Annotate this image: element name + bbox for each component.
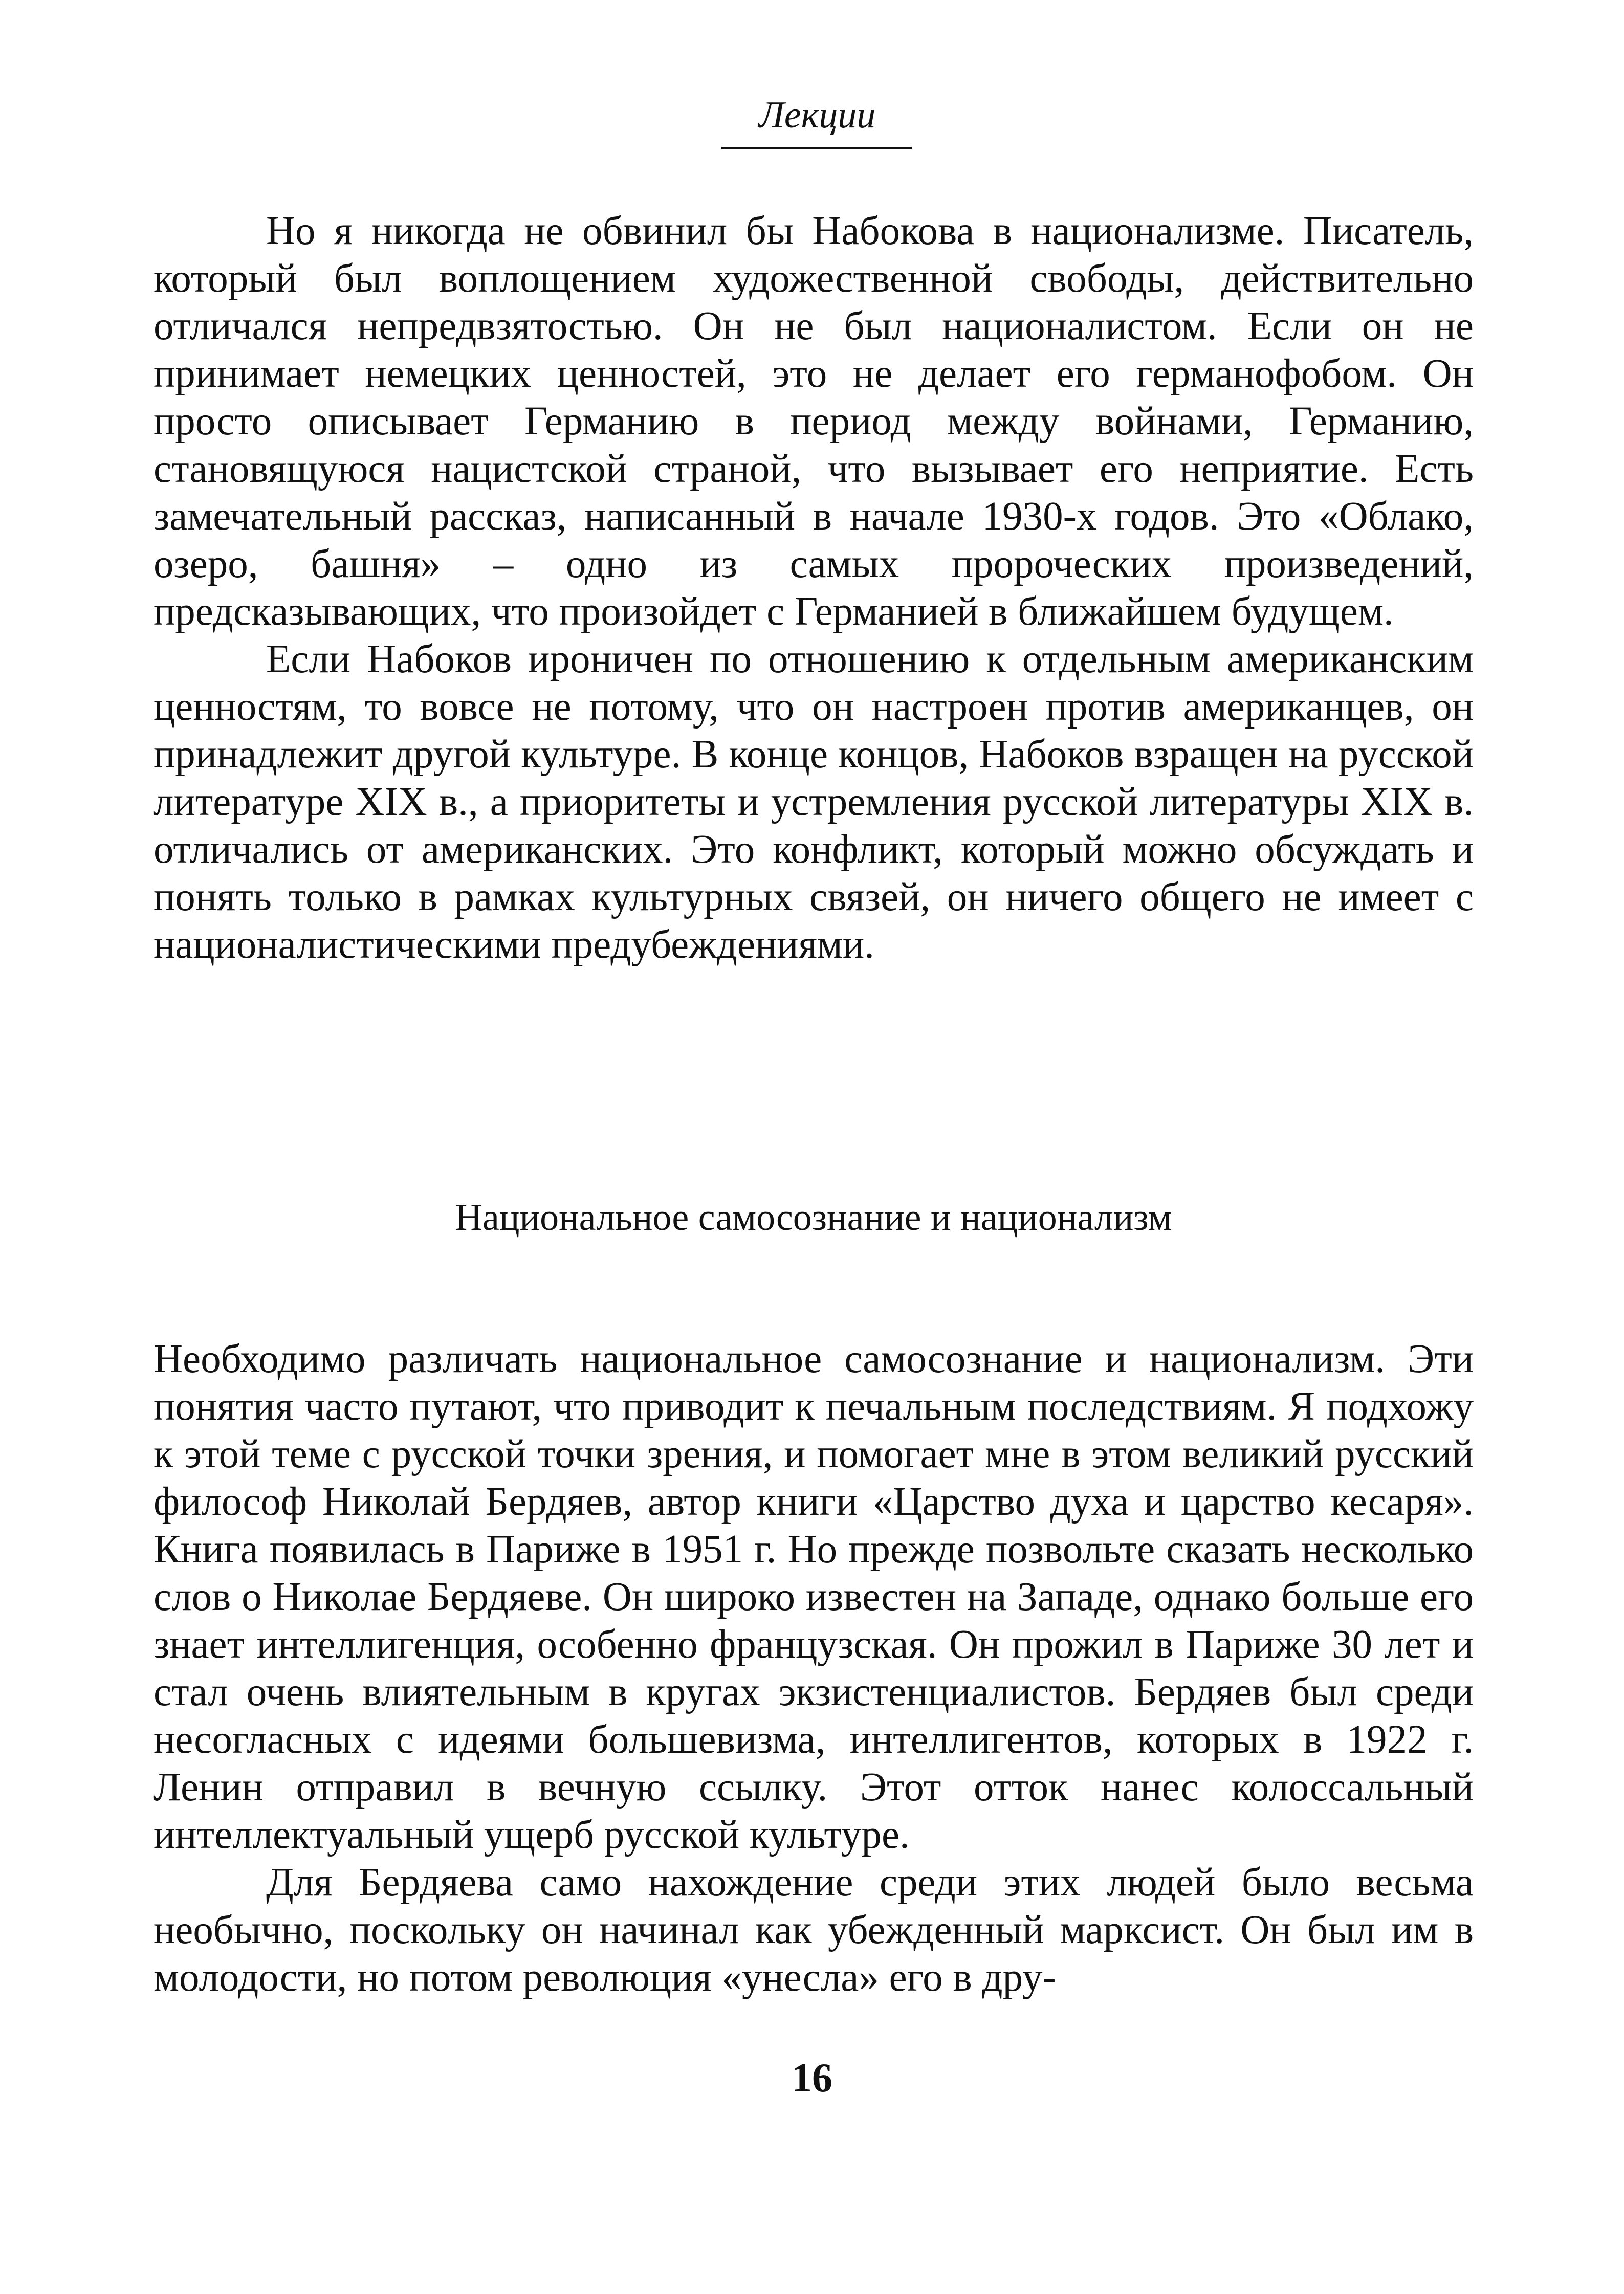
page-number: 16	[792, 2056, 832, 2101]
header-rule	[721, 147, 912, 149]
paragraph: Но я никогда не обвинил бы Набокова в национализме. Писатель, который был воплощением художественной свободы, действительно отличался непредвзятостью. Он не был националистом. Если он не принимает немецких ценностей, это не делает его германофобом. Он просто описывает Германию в период между войнами, Германию, становящуюся нацистской страной, что вызывает его неприятие. Есть замечательный рассказ, написанный в начале 1930-х годов. Это «Облако, озеро, башня» – одно из самых пророческих произведений, предсказывающих, что произойдет с Германией в ближайшем будущем.	[153, 209, 1474, 634]
paragraph: Необходимо различать национальное самосознание и национализм. Эти понятия часто путают, что приводит к печальным последствиям. Я подхожу к этой теме с русской точки зрения, и помогает мне в этом великий русский философ Николай Бердяев, автор книги «Царство духа и царство кесаря». Книга появилась в Париже в 1951 г. Но прежде позвольте сказать несколько слов о Николае Бердяеве. Он широко известен на Западе, однако больше его знает интеллигенция, особенно французская. Он прожил в Париже 30 лет и стал очень влиятельным в кругах экзистенциалистов. Бердяев был среди несогласных с идеями большевизма, интеллигентов, которых в 1922 г. Ленин отправил в вечную ссылку. Этот отток нанес колоссальный интеллектуальный ущерб русской культуре.	[153, 1337, 1474, 1857]
text-block-after-heading	[153, 1335, 1474, 2001]
text-block-before-heading	[153, 207, 1474, 968]
paragraph: Для Бердяева само нахождение среди этих людей было весьма необычно, поскольку он начинал как убежденный марксист. Он был им в молодости, но потом революция «унесла» его в дру-	[153, 1860, 1474, 2000]
running-header: Лекции	[758, 94, 876, 136]
paragraph: Если Набоков ироничен по отношению к отдельным американским ценностям, то вовсе не потому, что он настроен против американцев, он принадлежит другой культуре. В конце концов, Набоков взращен на русской литературе XIX в., а приоритеты и устремления русской литературы XIX в. отличались от американских. Это конфликт, который можно обсуждать и понять только в рамках культурных связей, он ничего общего не имеет с националистическими предубеждениями.	[153, 637, 1474, 967]
section-heading: Национальное самосознание и национализм	[455, 1197, 1172, 1239]
